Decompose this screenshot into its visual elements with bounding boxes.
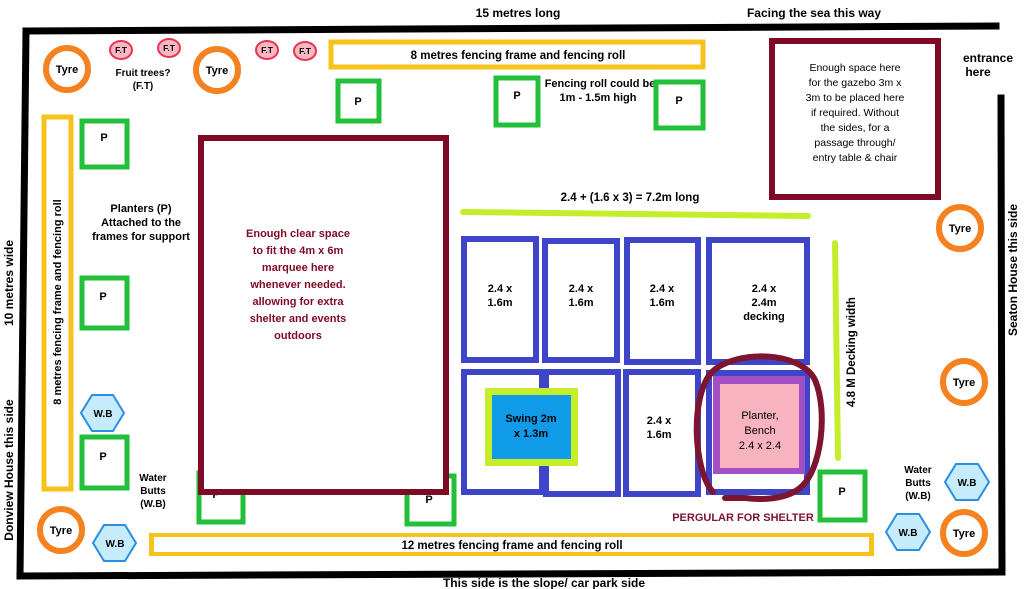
fence-top-label: 8 metres fencing frame and fencing roll [410,50,626,62]
fruit-tree [110,41,132,59]
boundary-right [1001,98,1002,572]
planter [656,82,703,128]
svg-text:Tyre: Tyre [49,525,73,537]
svg-text:Enough clear space: Enough clear space [246,228,350,240]
planter-bench-line2: Bench [744,425,776,437]
svg-text:for the gazebo 3m x: for the gazebo 3m x [808,77,902,89]
svg-text:whenever needed.: whenever needed. [250,279,346,291]
svg-text:P: P [99,291,107,303]
water-butts-note-line2: Butts [140,486,166,497]
swing-label-line1: Swing 2m [505,413,557,425]
pergola-label: PERGULAR FOR SHELTER [672,512,814,524]
donview-house-label: Donview House this side [2,399,16,541]
water-butt [81,395,124,431]
planter [820,472,865,520]
fence-left-label: 8 metres fencing frame and fencing roll [52,199,64,405]
fruit-trees-note-line2: (F.T) [132,81,154,92]
panel-7-line2: 1.6m [646,429,672,441]
panel-7-line1: 2.4 x [646,415,672,427]
planters-note-line2: Attached to the [100,217,182,229]
decking-width-label: 4.8 M Decking width [846,297,858,407]
water-butts-note-line3: (W.B) [140,499,166,510]
planter [82,121,127,167]
fruit-tree [256,41,278,59]
svg-text:W.B: W.B [105,539,125,550]
svg-text:Tyre: Tyre [952,528,976,540]
panel-1-line1: 2.4 x [487,283,513,295]
svg-text:shelter and events: shelter and events [249,313,347,325]
tyre [943,512,985,554]
planters-note-line3: frames for support [92,231,190,243]
sea-direction-label: Facing the sea this way [746,6,882,20]
svg-text:allowing for extra: allowing for extra [252,296,344,308]
entrance-label-line2: here [965,65,991,79]
svg-text:outdoors: outdoors [274,330,322,342]
svg-text:W.B: W.B [93,409,113,420]
tyre [939,207,981,249]
length-label: 15 metres long [475,6,561,20]
tyre [943,361,985,403]
svg-text:P: P [99,451,107,463]
svg-text:Tyre: Tyre [948,223,972,235]
svg-text:P: P [838,486,846,498]
svg-text:the sides, for a: the sides, for a [820,122,890,134]
planter [496,78,538,125]
tyre [46,48,88,90]
svg-text:if required. Without: if required. Without [810,107,900,119]
entrance-label-line1: entrance [962,51,1014,65]
seaton-house-label: Seaton House this side [1006,203,1020,337]
svg-text:P: P [425,494,433,506]
boundary-top [26,26,996,31]
panel-3-line2: 1.6m [649,297,675,309]
boundary-left [20,31,26,576]
panel-4-line1: 2.4 x [751,283,777,295]
svg-text:F.T: F.T [115,45,127,55]
svg-text:F.T: F.T [163,43,175,53]
swing [492,395,571,459]
svg-text:P: P [354,96,362,108]
water-butts-note-right-line2: Butts [905,478,931,489]
svg-text:3m to be placed here: 3m to be placed here [805,92,905,104]
planter [338,81,379,121]
water-butt [945,464,989,500]
svg-text:Tyre: Tyre [205,65,229,77]
slope-side-label: This side is the slope/ car park side [442,576,646,589]
svg-text:P: P [513,90,521,102]
svg-text:entry table & chair: entry table & chair [812,152,898,164]
width-label: 10 metres wide [2,239,16,327]
panel-4-line2: 2.4m [751,297,777,309]
marquee-note [246,228,350,342]
planter-bench-line1: Planter, [741,410,779,422]
panel-1-line2: 1.6m [487,297,513,309]
svg-text:W.B: W.B [957,478,977,489]
panel-2-line2: 1.6m [568,297,594,309]
decking-length-label: 2.4 + (1.6 x 3) = 7.2m long [560,192,700,204]
fruit-tree [158,39,180,57]
water-butt [93,525,136,561]
svg-text:passage through/: passage through/ [814,137,896,149]
planter [82,437,127,488]
planter [82,278,127,328]
panel-3-line1: 2.4 x [649,283,675,295]
svg-text:P: P [100,132,108,144]
water-butts-note-right-line1: Water [904,465,932,476]
svg-text:Enough space here: Enough space here [809,62,901,74]
svg-text:to fit the 4m x 6m: to fit the 4m x 6m [252,245,344,257]
svg-text:F.T: F.T [299,46,311,56]
fruit-trees-note-line1: Fruit trees? [115,68,171,79]
water-butts-note-line1: Water [139,473,167,484]
decking-length-line [463,212,808,216]
svg-text:Tyre: Tyre [952,377,976,389]
gazebo-note [806,62,905,164]
water-butt [886,514,930,550]
fence-roll-note-line1: Fencing roll could be [544,78,656,90]
fence-roll-note-line2: 1m - 1.5m high [559,92,637,104]
water-butts-note-right-line3: (W.B) [905,491,931,502]
planters-note-line1: Planters (P) [110,203,172,215]
svg-text:Tyre: Tyre [55,64,79,76]
svg-text:F.T: F.T [261,45,273,55]
panel-2-line1: 2.4 x [568,283,594,295]
tyre [196,49,238,91]
tyre [40,509,82,551]
svg-text:P: P [675,95,683,107]
svg-text:marquee here: marquee here [261,262,335,274]
panel-4-line3: decking [743,311,785,323]
fence-bottom-label: 12 metres fencing frame and fencing roll [401,540,623,552]
svg-text:W.B: W.B [898,528,918,539]
fruit-tree [294,42,316,60]
decking-width-line [835,243,838,458]
planter-bench-line3: 2.4 x 2.4 [738,440,782,452]
swing-label-line2: x 1.3m [513,428,549,440]
